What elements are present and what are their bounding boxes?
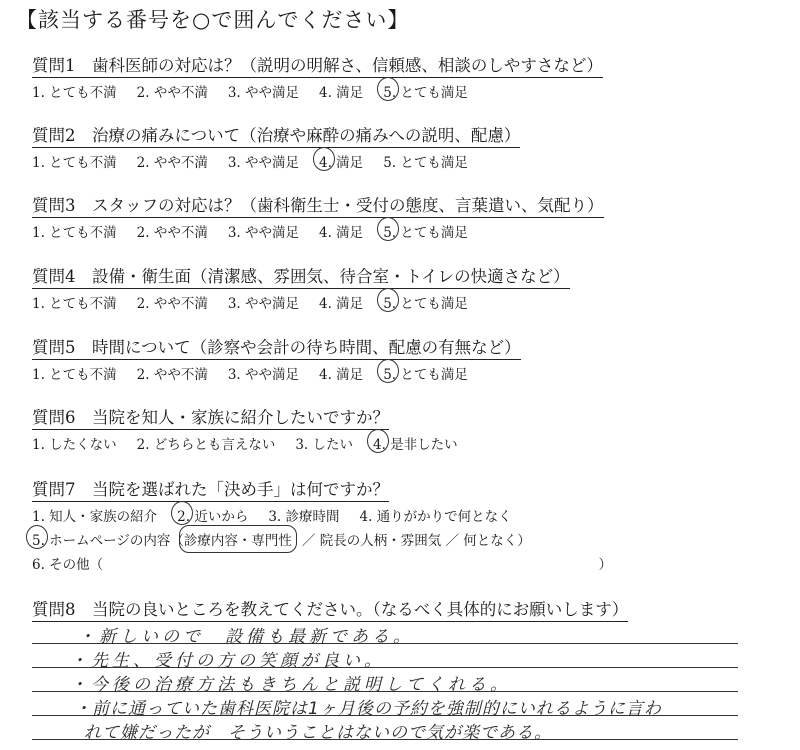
question-5-title: 質問5 時間について（診察や会計の待ち時間、配慮の有無など） xyxy=(32,334,521,360)
q4-option-3[interactable]: 3. やや満足 xyxy=(227,296,300,312)
q6-option-1[interactable]: 1. したくない xyxy=(32,437,117,453)
question-2-options xyxy=(32,151,488,171)
q5-option-4[interactable]: 4. 満足 xyxy=(319,367,364,383)
q7-option-3[interactable]: 3. 診療時間 xyxy=(268,509,340,525)
question-6-title: 質問6 当院を知人・家族に紹介したいですか？ xyxy=(32,404,389,430)
q1-option-1[interactable]: 1. とても不満 xyxy=(32,85,117,101)
q6-option-3[interactable]: 3. したい xyxy=(295,437,354,453)
question-8-title: 質問8 当院の良いところを教えてください。（なるべく具体的にお願いします） xyxy=(32,596,628,622)
q6-option-4-circled[interactable]: 4. 是非したい xyxy=(373,433,458,453)
question-4-title: 質問4 設備・衛生面（清潔感、雰囲気、待合室・トイレの快適さなど） xyxy=(32,263,570,289)
q7-option-2-circled[interactable]: 2. 近いから xyxy=(177,505,248,525)
question-3-options xyxy=(32,221,488,241)
q2-option-3[interactable]: 3. やや満足 xyxy=(227,155,300,171)
q7-option-4[interactable]: 4. 通りがかりで何となく xyxy=(359,509,512,525)
question-6-options xyxy=(32,433,478,453)
question-1-options xyxy=(32,81,488,101)
handwritten-answer-5: れて嫌だったが そういうことはないので気が楽である。 xyxy=(84,723,552,743)
question-4-options xyxy=(32,292,488,312)
handwritten-answer-4: ・前に通っていた歯科医院は1ヶ月後の予約を強制的にいれるように言わ xyxy=(74,699,662,719)
q6-option-2[interactable]: 2. どちらとも言えない xyxy=(136,437,276,453)
question-7-options-row3 xyxy=(32,553,612,573)
q1-option-5-circled[interactable]: 5. とても満足 xyxy=(383,81,468,101)
q7-option-6-close: ） xyxy=(598,557,612,573)
q5-option-2[interactable]: 2. やや不満 xyxy=(136,367,208,383)
question-7-title: 質問7 当院を選ばれた「決め手」は何ですか？ xyxy=(32,476,389,502)
q1-option-2[interactable]: 2. やや不満 xyxy=(136,85,208,101)
q7-option-6-label: 6. その他（ xyxy=(32,557,104,573)
question-1-title: 質問1 歯科医師の対応は？（説明の明解さ、信頼感、相談のしやすさなど） xyxy=(32,52,603,78)
q1-option-4[interactable]: 4. 満足 xyxy=(319,85,364,101)
q3-option-2[interactable]: 2. やや不満 xyxy=(136,225,208,241)
q2-option-1[interactable]: 1. とても不満 xyxy=(32,155,117,171)
question-7-options-row1 xyxy=(32,505,532,525)
question-5-options xyxy=(32,363,488,383)
question-7-options-row2 xyxy=(32,529,531,549)
q2-option-2[interactable]: 2. やや不満 xyxy=(136,155,208,171)
q5-option-1[interactable]: 1. とても不満 xyxy=(32,367,117,383)
q1-option-3[interactable]: 3. やや満足 xyxy=(227,85,300,101)
q3-option-1[interactable]: 1. とても不満 xyxy=(32,225,117,241)
q3-option-4[interactable]: 4. 満足 xyxy=(319,225,364,241)
q7-option-5-boxed-choice[interactable]: 診療内容・専門性 xyxy=(184,529,292,549)
q4-option-2[interactable]: 2. やや不満 xyxy=(136,296,208,312)
q3-option-5-circled[interactable]: 5. とても満足 xyxy=(383,221,468,241)
handwritten-answer-3: ・今後の治療方法もきちんと説明してくれる。 xyxy=(70,675,511,695)
q2-option-5[interactable]: 5. とても満足 xyxy=(383,155,468,171)
survey-heading: 【該当する番号を○で囲んでください】 xyxy=(16,8,410,32)
q7-option-5-rest: ／ 院長の人柄・雰囲気 ／ 何となく） xyxy=(301,533,531,549)
q7-option-1[interactable]: 1. 知人・家族の紹介 xyxy=(32,509,158,525)
q7-option-5-circled[interactable]: 5. ホームページの内容（ xyxy=(32,529,184,549)
q4-option-5-circled[interactable]: 5. とても満足 xyxy=(383,292,468,312)
handwritten-answer-1: ・新しいので 設備も最新である。 xyxy=(78,627,414,647)
q4-option-1[interactable]: 1. とても不満 xyxy=(32,296,117,312)
question-3-title: 質問3 スタッフの対応は？（歯科衛生士・受付の態度、言葉遣い、気配り） xyxy=(32,192,604,218)
question-2-title: 質問2 治療の痛みについて（治療や麻酔の痛みへの説明、配慮） xyxy=(32,122,520,148)
q2-option-4-circled[interactable]: 4. 満足 xyxy=(319,151,363,171)
q4-option-4[interactable]: 4. 満足 xyxy=(319,296,364,312)
handwritten-answer-2: ・先生、受付の方の笑顔が良い。 xyxy=(70,651,385,671)
q3-option-3[interactable]: 3. やや満足 xyxy=(227,225,300,241)
q5-option-3[interactable]: 3. やや満足 xyxy=(227,367,300,383)
q5-option-5-circled[interactable]: 5. とても満足 xyxy=(383,363,468,383)
